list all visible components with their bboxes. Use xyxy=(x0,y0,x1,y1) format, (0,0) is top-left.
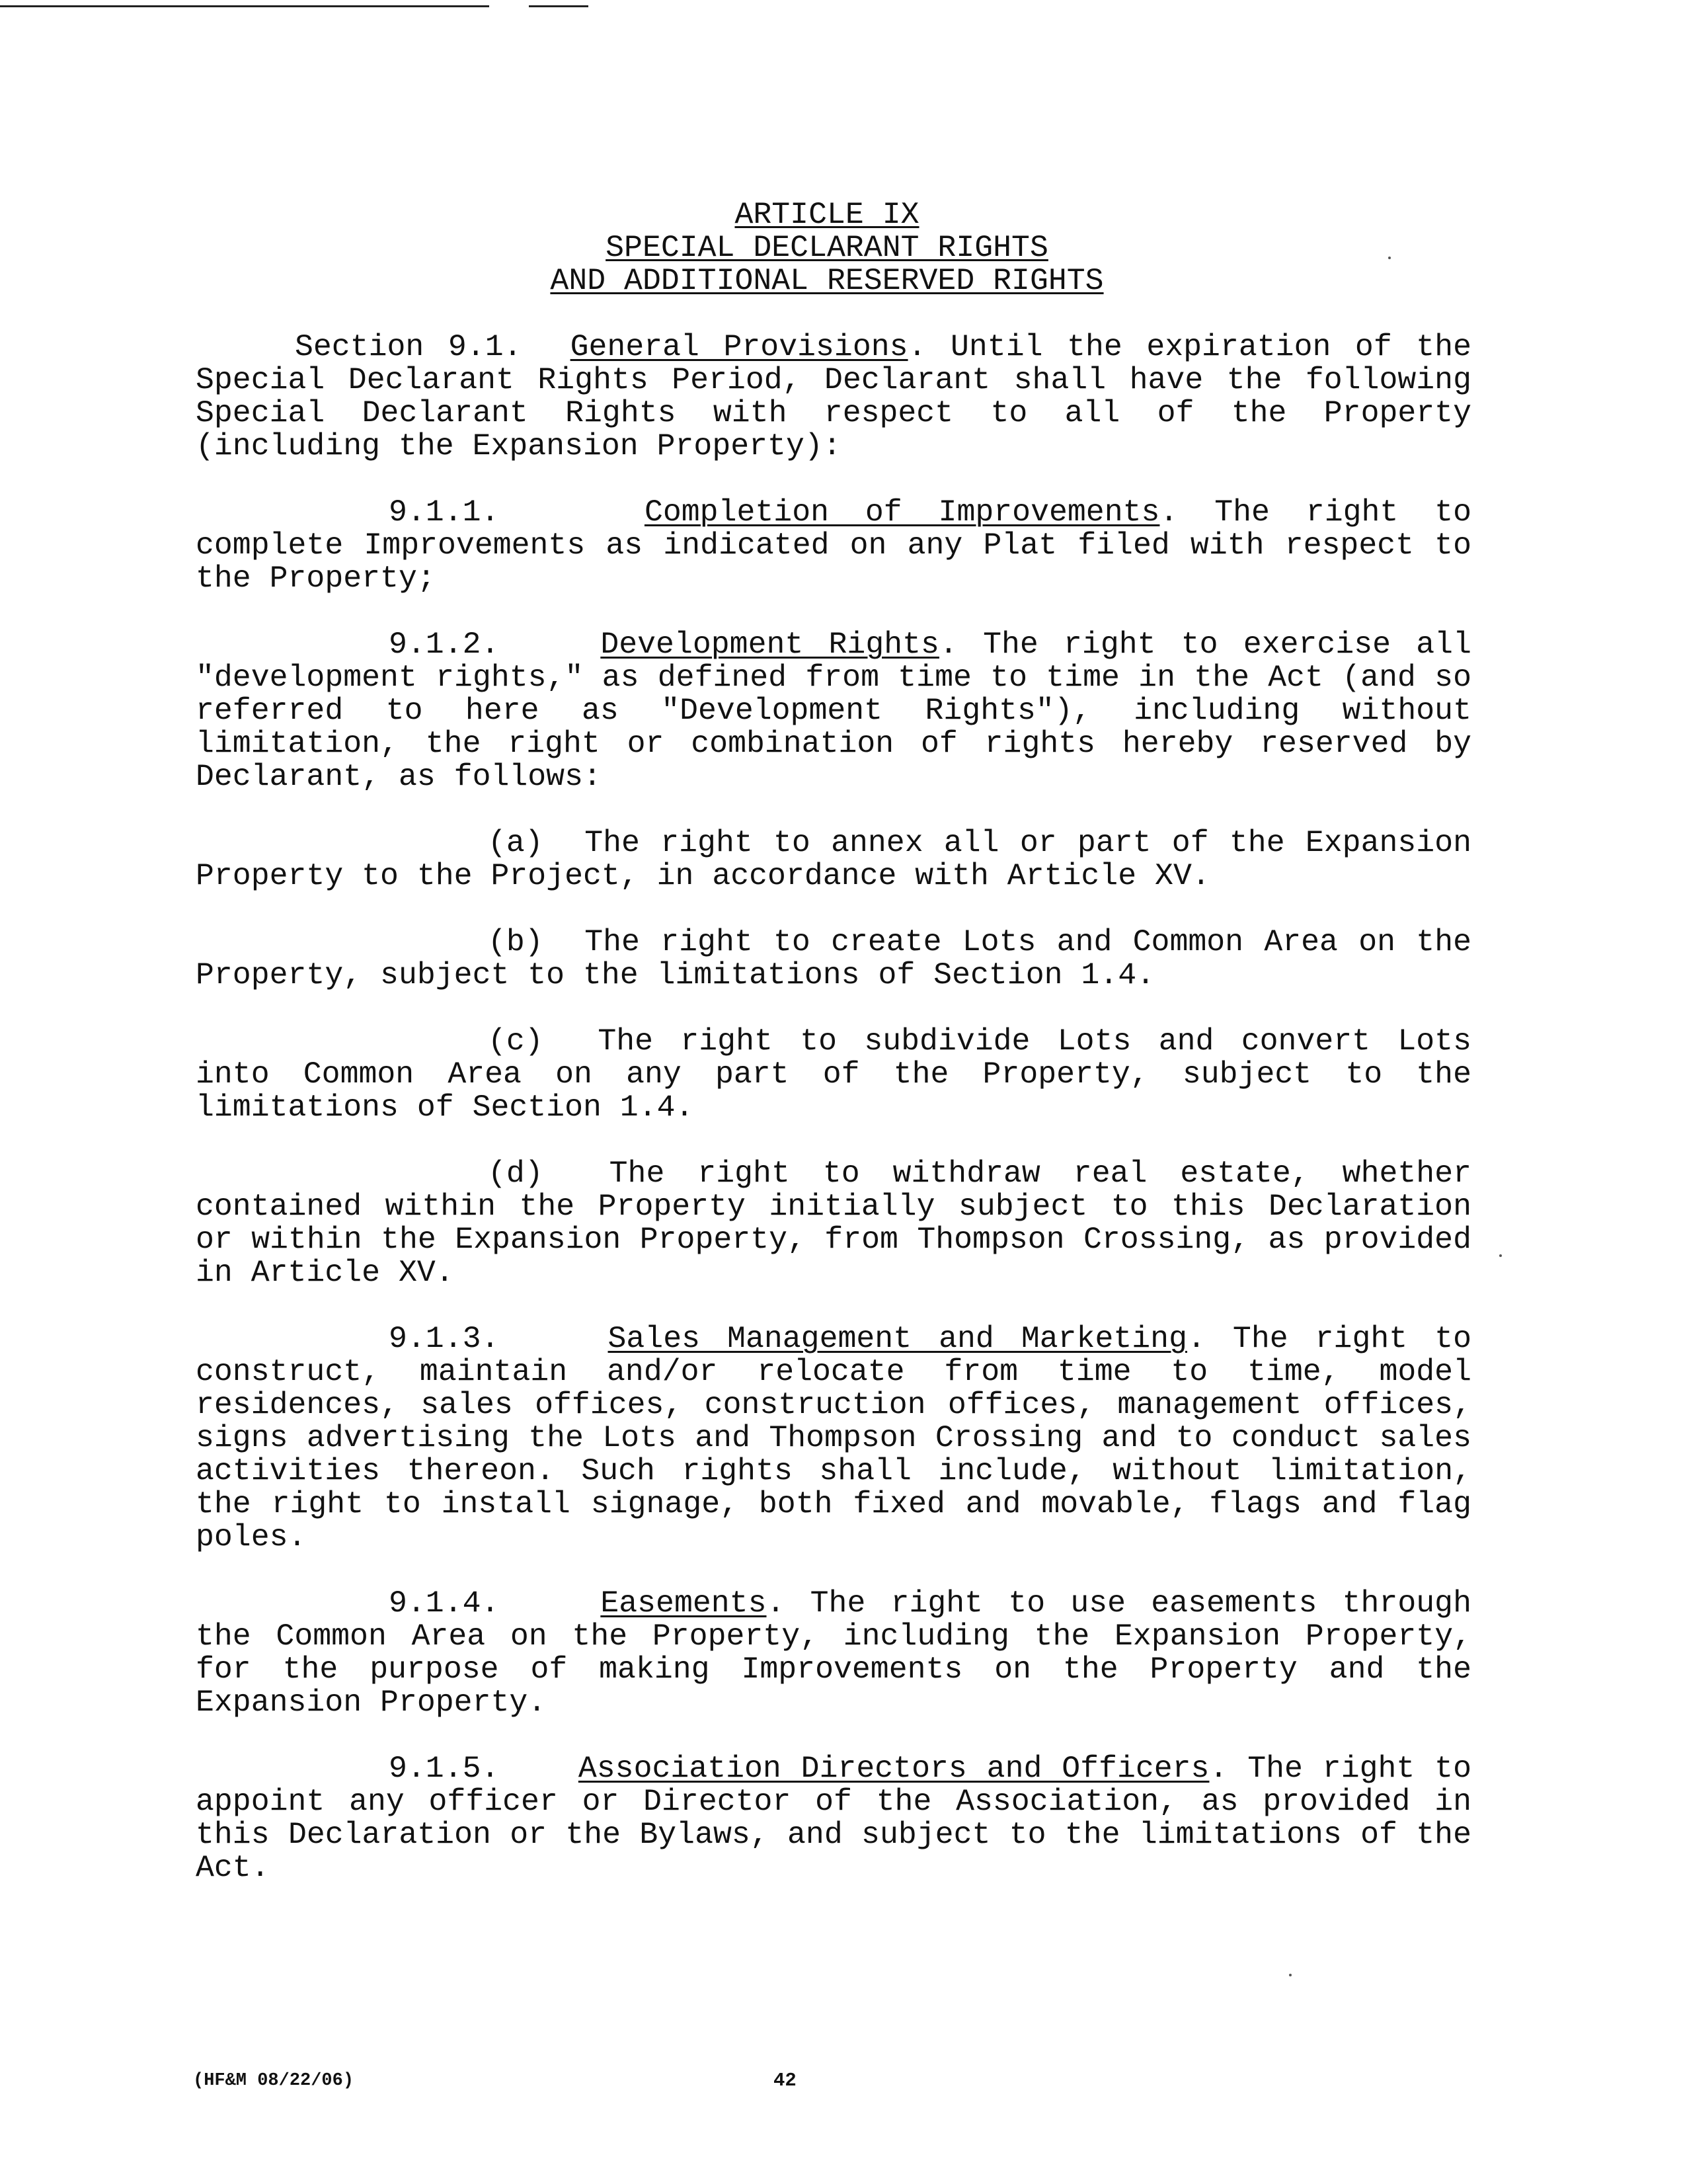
section-9-1-1: 9.1.1. Completion of Improvements. The right to complete Improvements as indicated on any Plat filed with respect to the Property; xyxy=(196,495,1471,596)
section-9-1-4: 9.1.4. Easements. The right to use easements through the Common Area on the Property, including the Expansion Property, for the purpose of making Improvements on the Property and the Expansion Property. xyxy=(196,1586,1471,1720)
item-a: (a) The right to annex all or part of the Expansion Property to the Project, in accordance with Article XV. xyxy=(196,825,1471,893)
section-title: Completion of Improvements xyxy=(644,495,1160,530)
page-number: 42 xyxy=(773,2070,797,2091)
section-title: Development Rights xyxy=(600,627,939,662)
scan-speck xyxy=(1499,1254,1502,1257)
section-9-1: Section 9.1. General Provisions. Until the expiration of the Special Declarant Rights Period, Declarant shall have the following Special Declarant Rights with respect to all of the Property (including the Expansion Property): xyxy=(196,329,1471,464)
scan-artifact-line xyxy=(0,5,489,7)
item-b: (b) The right to create Lots and Common Area on the Property, subject to the limitations of Section 1.4. xyxy=(196,924,1471,992)
section-9-1-3: 9.1.3. Sales Management and Marketing. The right to construct, maintain and/or relocate from time to time, model residences, sales offices, construction offices, management offices, signs advertising the Lots and Thompson Crossing and to conduct sales activities thereon. Such rights shall include, without limitation, the right to install signage, both fixed and movable, flags and flag poles. xyxy=(196,1321,1472,1555)
section-title: Easements xyxy=(600,1586,767,1621)
section-9-1-5: 9.1.5. Association Directors and Officers. The right to appoint any officer or Director of the Association, as provided in this Declaration or the Bylaws, and subject to the limitations of the Act. xyxy=(196,1751,1471,1885)
section-title: Association Directors and Officers xyxy=(578,1751,1210,1786)
document-identifier: (HF&M 08/22/06) xyxy=(193,2071,354,2091)
item-d: (d) The right to withdraw real estate, whether contained within the Property initially subject to this Declaration or within the Expansion Property, from Thompson Crossing, as provided in Article XV. xyxy=(196,1156,1471,1290)
section-9-1-2: 9.1.2. Development Rights. The right to exercise all "development rights," as defined from time to time in the Act (and so referred to here as "Development Rights"), including without limitation, the right or combination of rights hereby reserved by Declarant, as follows: xyxy=(196,627,1471,794)
scan-speck xyxy=(1289,1974,1292,1976)
item-c: (c) The right to subdivide Lots and convert Lots into Common Area on any part of the Property, subject to the limitations of Section 1.4. xyxy=(196,1024,1471,1125)
scan-artifact-line xyxy=(529,5,588,7)
document-body xyxy=(196,198,1471,1918)
section-title: General Provisions xyxy=(570,329,908,364)
article-subheading: SPECIAL DECLARANT RIGHTS xyxy=(606,230,1048,265)
scan-speck xyxy=(1388,257,1391,259)
article-heading: ARTICLE IX xyxy=(734,197,919,232)
article-subheading: AND ADDITIONAL RESERVED RIGHTS xyxy=(550,263,1104,298)
section-title: Sales Management and Marketing xyxy=(607,1321,1187,1356)
